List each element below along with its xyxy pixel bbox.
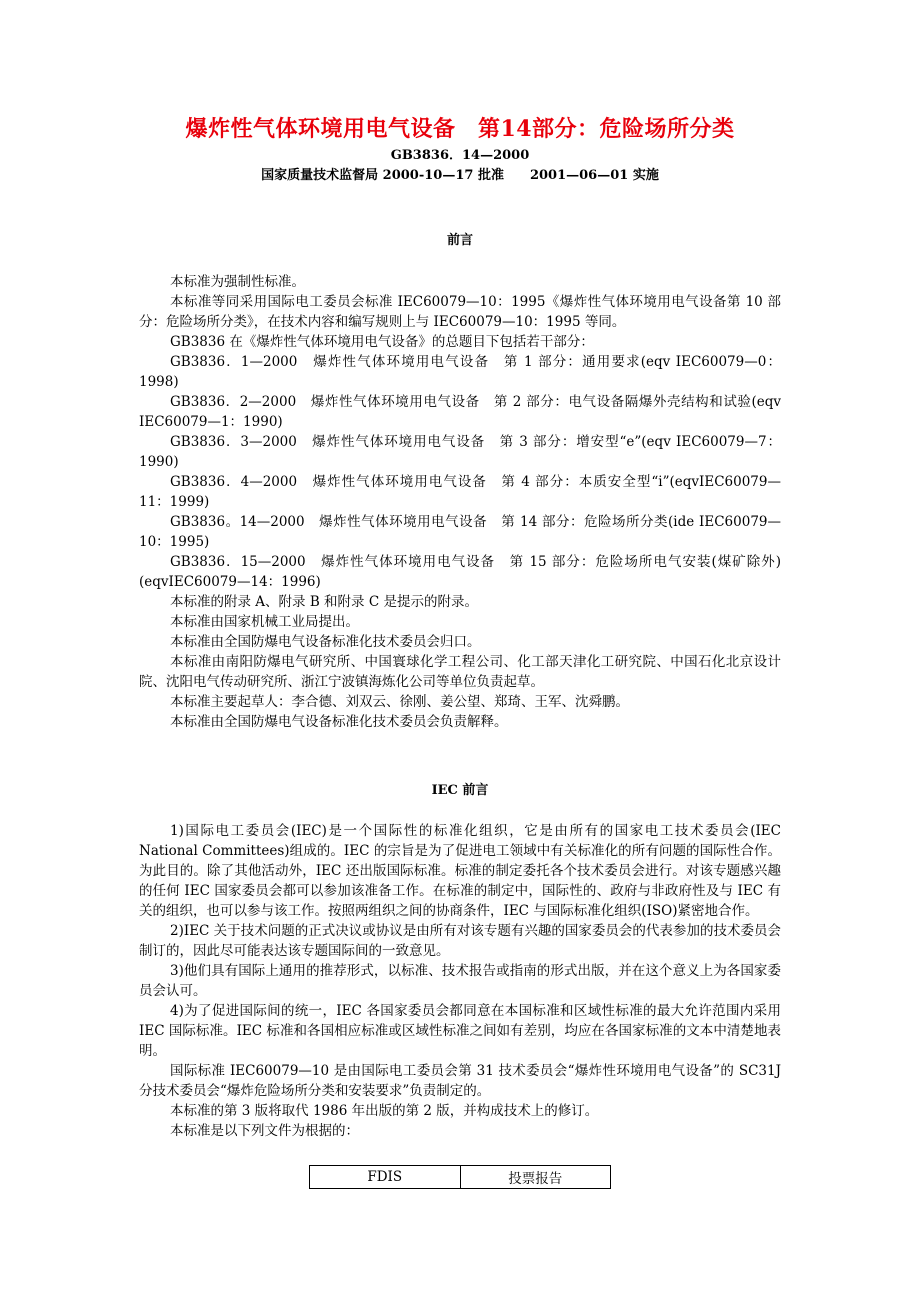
table-header-voting-report: 投票报告 [460,1166,611,1189]
approval-line: 国家质量技术监督局 2000-10—17 批准 2001—06—01 实施 [261,168,659,183]
paragraph: 本标准为强制性标准。 [170,274,305,290]
paragraph: 本标准主要起草人：李合德、刘双云、徐刚、姜公望、郑琦、王军、沈舜鹏。 [170,694,629,710]
paragraph: 本标准的第 3 版将取代 1986 年出版的第 2 版，并构成技术上的修订。 [170,1103,599,1119]
paragraph: 本标准由全国防爆电气设备标准化技术委员会归口。 [170,634,481,650]
foreword-body [139,272,781,732]
table-row [310,1166,611,1189]
paragraph: 4)为了促进国际间的统一，IEC 各国家委员会都同意在本国标准和区域性标准的最大允许范围内采用 IEC 国际标准。IEC 标准和各国相应标准或区域性标准之间如有差别，均应在各国家标准的文本中清楚地表明。 [139,1003,781,1059]
table-header-fdis: FDIS [310,1166,461,1189]
foreword-heading: 前言 [446,233,473,248]
paragraph: 本标准由全国防爆电气设备标准化技术委员会负责解释。 [170,714,508,730]
paragraph: 本标准等同采用国际电工委员会标准 IEC60079—10：1995《爆炸性气体环境用电气设备第 10 部分：危险场所分类》，在技术内容和编写规则上与 IEC60079—10：1995 等同。 [139,294,781,330]
paragraph: 本标准是以下列文件为根据的： [170,1123,359,1139]
paragraph: GB3836．2—2000 爆炸性气体环境用电气设备 第 2 部分：电气设备隔爆外壳结构和试验(eqv IEC60079—1：1990) [139,394,781,430]
paragraph: GB3836。14—2000 爆炸性气体环境用电气设备 第 14 部分：危险场所分类(ide IEC60079—10：1995) [139,514,781,550]
paragraph: 本标准的附录 A、附录 B 和附录 C 是提示的附录。 [170,594,478,610]
paragraph: 2)IEC 关于技术问题的正式决议或协议是由所有对该专题有兴趣的国家委员会的代表参加的技术委员会制订的，因此尽可能表达该专题国际间的一致意见。 [139,923,781,959]
iec-foreword-heading: IEC 前言 [431,783,489,798]
paragraph: 1)国际电工委员会(IEC)是一个国际性的标准化组织，它是由所有的国家电工技术委员会(IEC National Committees)组成的。IEC 的宗旨是为了促进电工领域中有关标准化的所有问题的国际性合作。为此目的。除了其他活动外，IEC 还出版国际标准。标准的制定委托各个技术委员会进行。对该专题感兴趣的任何 IEC 国家委员会都可以参加该准备工作。在标准的制定中，国际性的、政府与非政府性及与 IEC 有关的组织，也可以参与该工作。按照两组织之间的协商条件，IEC 与国际标准化组织(ISO)紧密地合作。 [139,823,781,919]
paragraph: GB3836．15—2000 爆炸性气体环境用电气设备 第 15 部分：危险场所电气安装(煤矿除外)(eqvIEC60079—14：1996) [139,554,781,590]
paragraph: 3)他们具有国际上通用的推荐形式，以标准、技术报告或指南的形式出版，并在这个意义上为各国家委员会认可。 [139,963,781,999]
paragraph: 国际标准 IEC60079—10 是由国际电工委员会第 31 技术委员会“爆炸性环境用电气设备”的 SC31J 分技术委员会“爆炸危险场所分类和安装要求”负责制定的。 [139,1063,781,1099]
voting-table [309,1165,611,1189]
paragraph: 本标准由南阳防爆电气研究所、中国寰球化学工程公司、化工部天津化工研究院、中国石化北京设计院、沈阳电气传动研究所、浙江宁波镇海炼化公司等单位负责起草。 [139,654,781,690]
paragraph: 本标准由国家机械工业局提出。 [170,614,359,630]
paragraph: GB3836．3—2000 爆炸性气体环境用电气设备 第 3 部分：增安型“e”(eqv IEC60079—7：1990) [139,434,781,470]
document-page [139,112,781,1189]
document-title: 爆炸性气体环境用电气设备 第14部分：危险场所分类 [185,116,735,142]
paragraph: GB3836 在《爆炸性气体环境用电气设备》的总题目下包括若干部分： [170,334,594,350]
paragraph: GB3836．1—2000 爆炸性气体环境用电气设备 第 1 部分：通用要求(eqv IEC60079—0：1998) [139,354,781,390]
standard-number: GB3836．14—2000 [390,148,530,163]
iec-foreword-body [139,821,781,1141]
paragraph: GB3836．4—2000 爆炸性气体环境用电气设备 第 4 部分：本质安全型“i”(eqvIEC60079—11：1999) [139,474,781,510]
